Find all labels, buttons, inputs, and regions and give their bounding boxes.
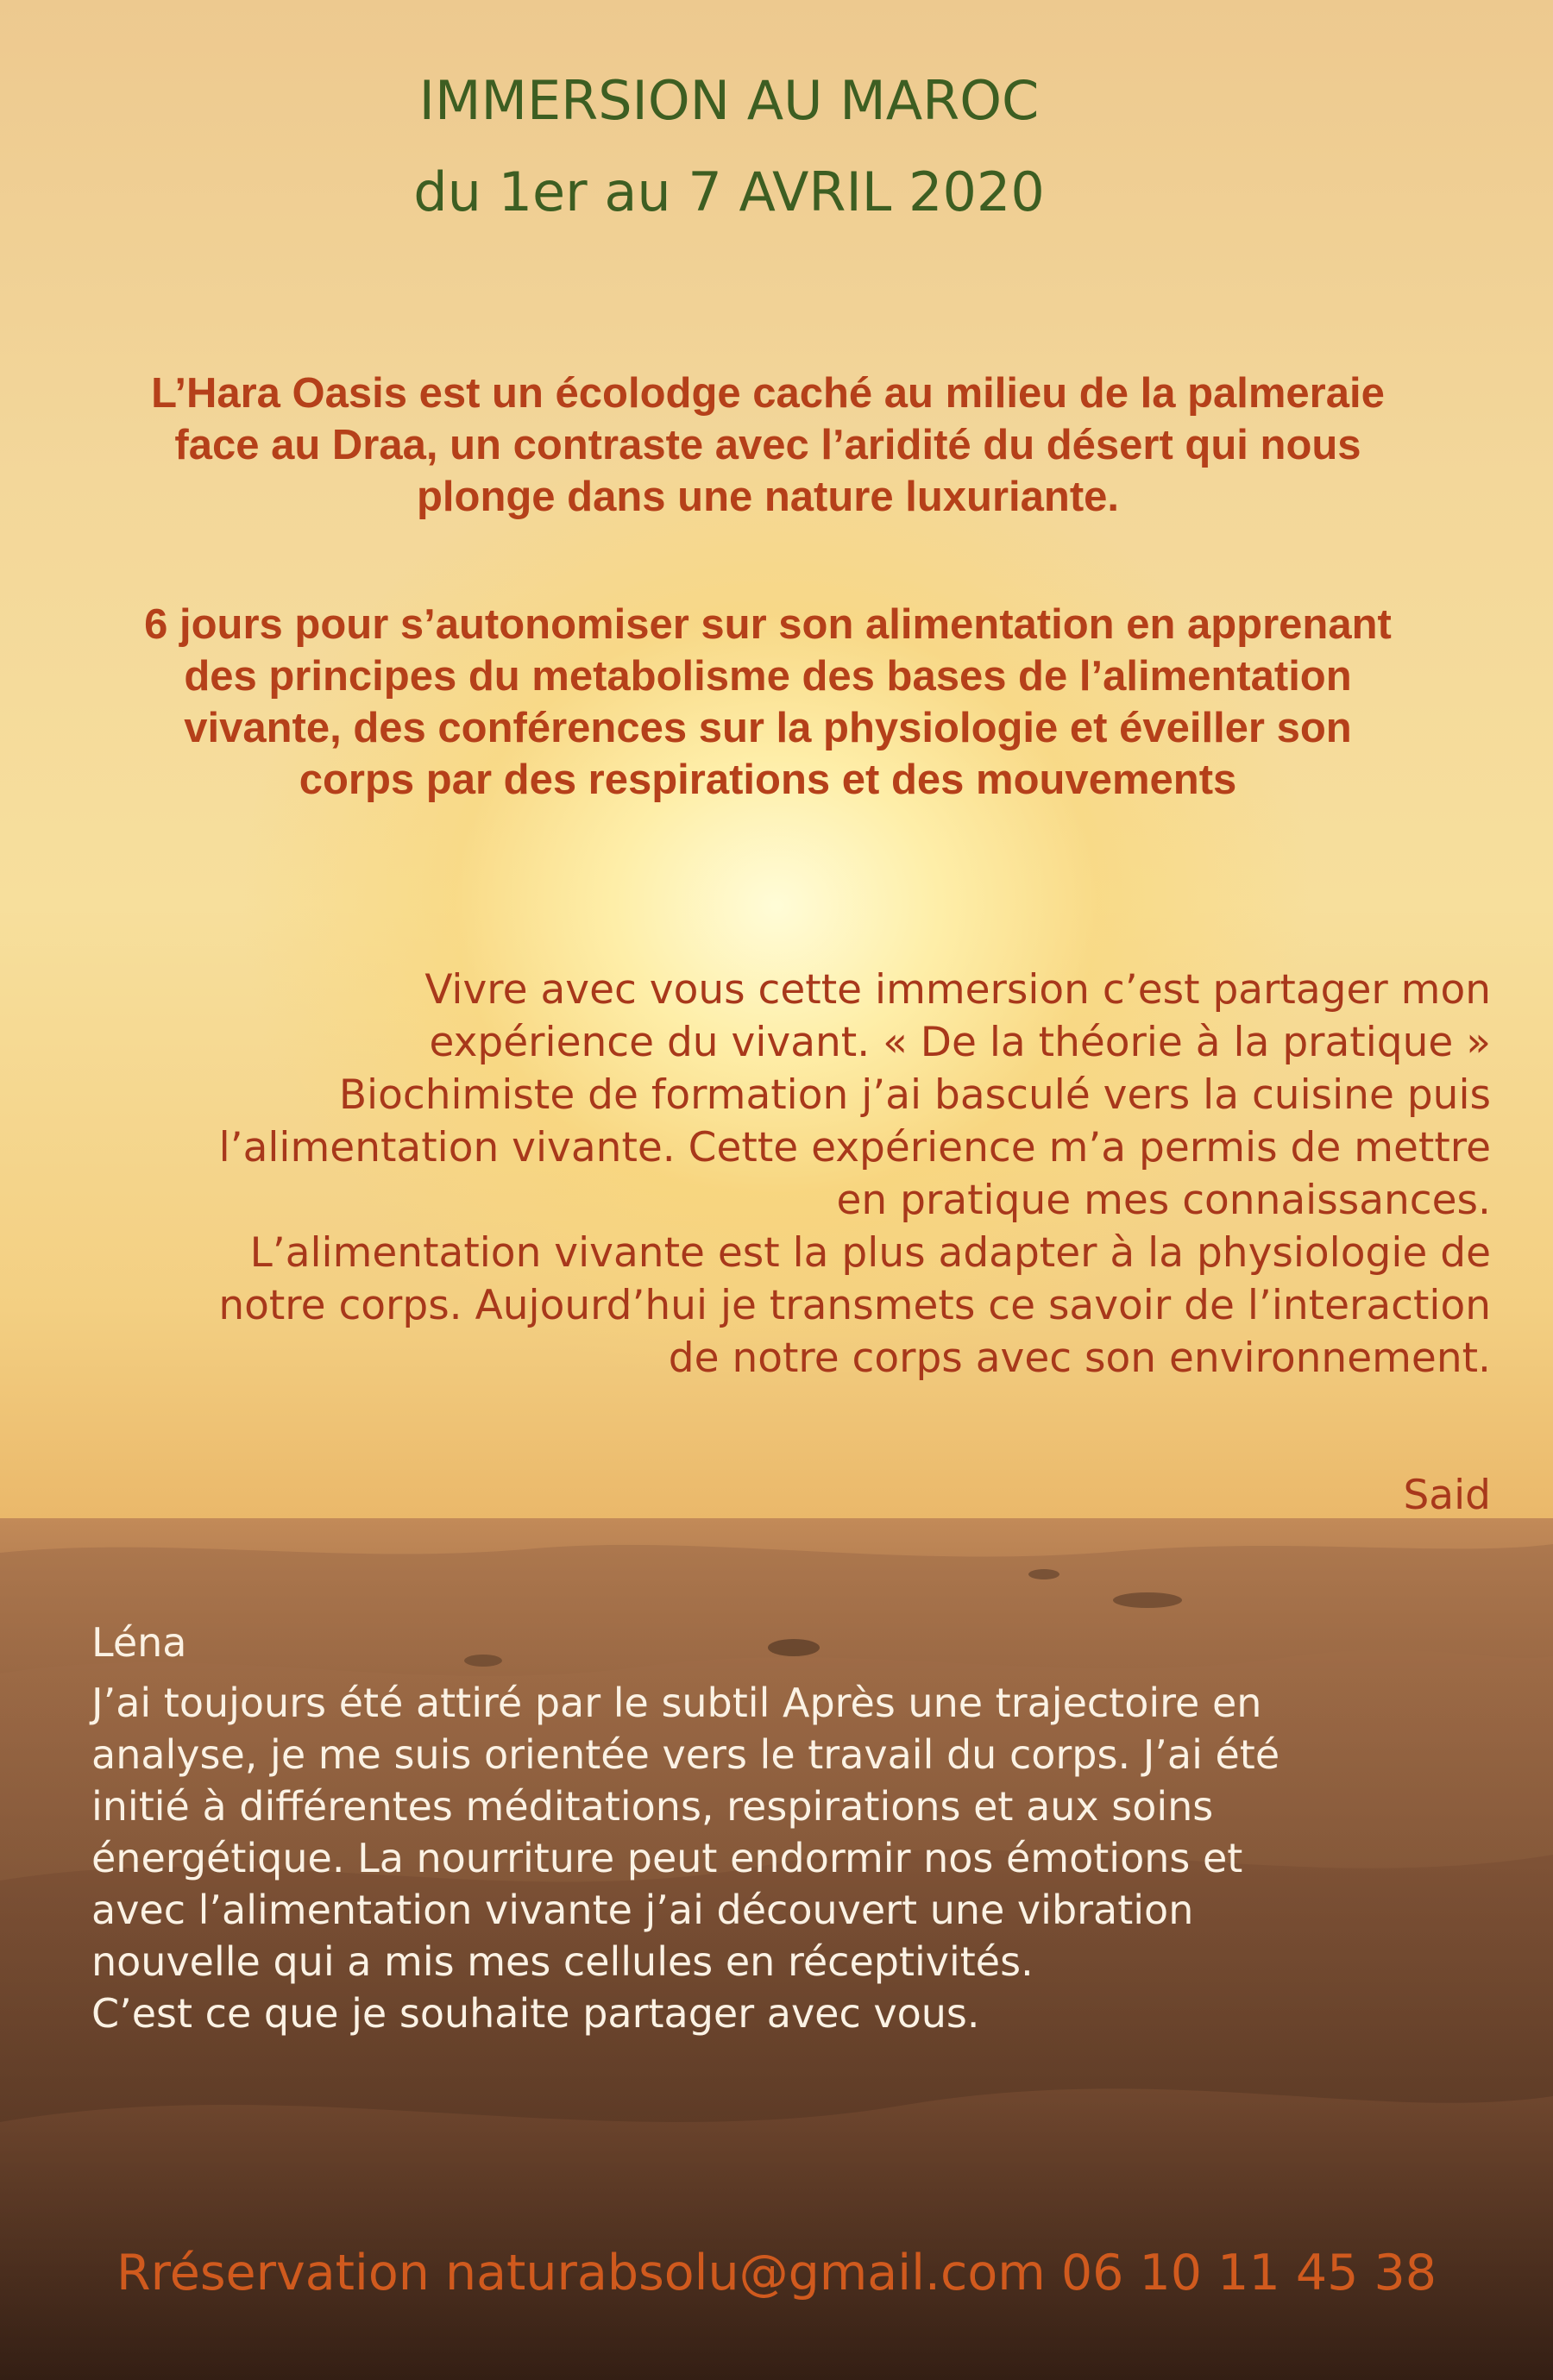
- said-line: de notre corps avec son environnement.: [668, 1334, 1491, 1382]
- said-line: Biochimiste de formation j’ai basculé vers la cuisine puis: [338, 1071, 1491, 1119]
- lena-line: énergétique. La nourriture peut endormir nos émotions et: [91, 1835, 1243, 1881]
- intro-line: L’Hara Oasis est un écolodge caché au milieu de la palmeraie: [151, 370, 1385, 417]
- intro-paragraph-program: [17, 599, 1518, 806]
- said-testimony: [24, 964, 1491, 1385]
- said-line: expérience du vivant. « De la théorie à la pratique »: [429, 1019, 1491, 1066]
- lena-line: C’est ce que je souhaite partager avec vous.: [91, 1990, 980, 2037]
- lena-line: analyse, je me suis orientée vers le travail du corps. J’ai été: [91, 1731, 1280, 1778]
- said-line: notre corps. Aujourd’hui je transmets ce savoir de l’interaction: [218, 1282, 1491, 1329]
- said-line: en pratique mes connaissances.: [836, 1177, 1491, 1224]
- intro-line: 6 jours pour s’autonomiser sur son alimentation en apprenant: [144, 601, 1392, 648]
- lena-testimony: [91, 1677, 1506, 2039]
- lena-line: initié à différentes méditations, respirations et aux soins: [91, 1783, 1214, 1830]
- lena-line: avec l’alimentation vivante j’ai découvert une vibration: [91, 1887, 1194, 1933]
- intro-line: plonge dans une nature luxuriante.: [416, 474, 1120, 520]
- said-line: l’alimentation vivante. Cette expérience m’a permis de mettre: [218, 1124, 1491, 1171]
- lena-name: Léna: [91, 1619, 187, 1666]
- event-dates: du 1er au 7 AVRIL 2020: [413, 160, 1045, 223]
- intro-line: corps par des respirations et des mouvements: [299, 757, 1237, 803]
- page-title: IMMERSION AU MAROC: [418, 69, 1040, 132]
- intro-paragraph-venue: [17, 367, 1518, 523]
- said-signature: Said: [1403, 1472, 1491, 1519]
- lena-line: nouvelle qui a mis mes cellules en réceptivités.: [91, 1938, 1034, 1985]
- reservation-contact: Rréservation naturabsolu@gmail.com 06 10 11 45 38: [116, 2245, 1437, 2302]
- intro-line: face au Draa, un contraste avec l’aridité du désert qui nous: [174, 422, 1361, 468]
- said-line: L’alimentation vivante est la plus adapter à la physiologie de: [249, 1229, 1491, 1277]
- said-line: Vivre avec vous cette immersion c’est partager mon: [424, 966, 1491, 1014]
- intro-line: des principes du metabolisme des bases de l’alimentation: [184, 653, 1352, 700]
- lena-line: J’ai toujours été attiré par le subtil Après une trajectoire en: [91, 1680, 1262, 1726]
- intro-line: vivante, des conférences sur la physiologie et éveiller son: [184, 705, 1352, 751]
